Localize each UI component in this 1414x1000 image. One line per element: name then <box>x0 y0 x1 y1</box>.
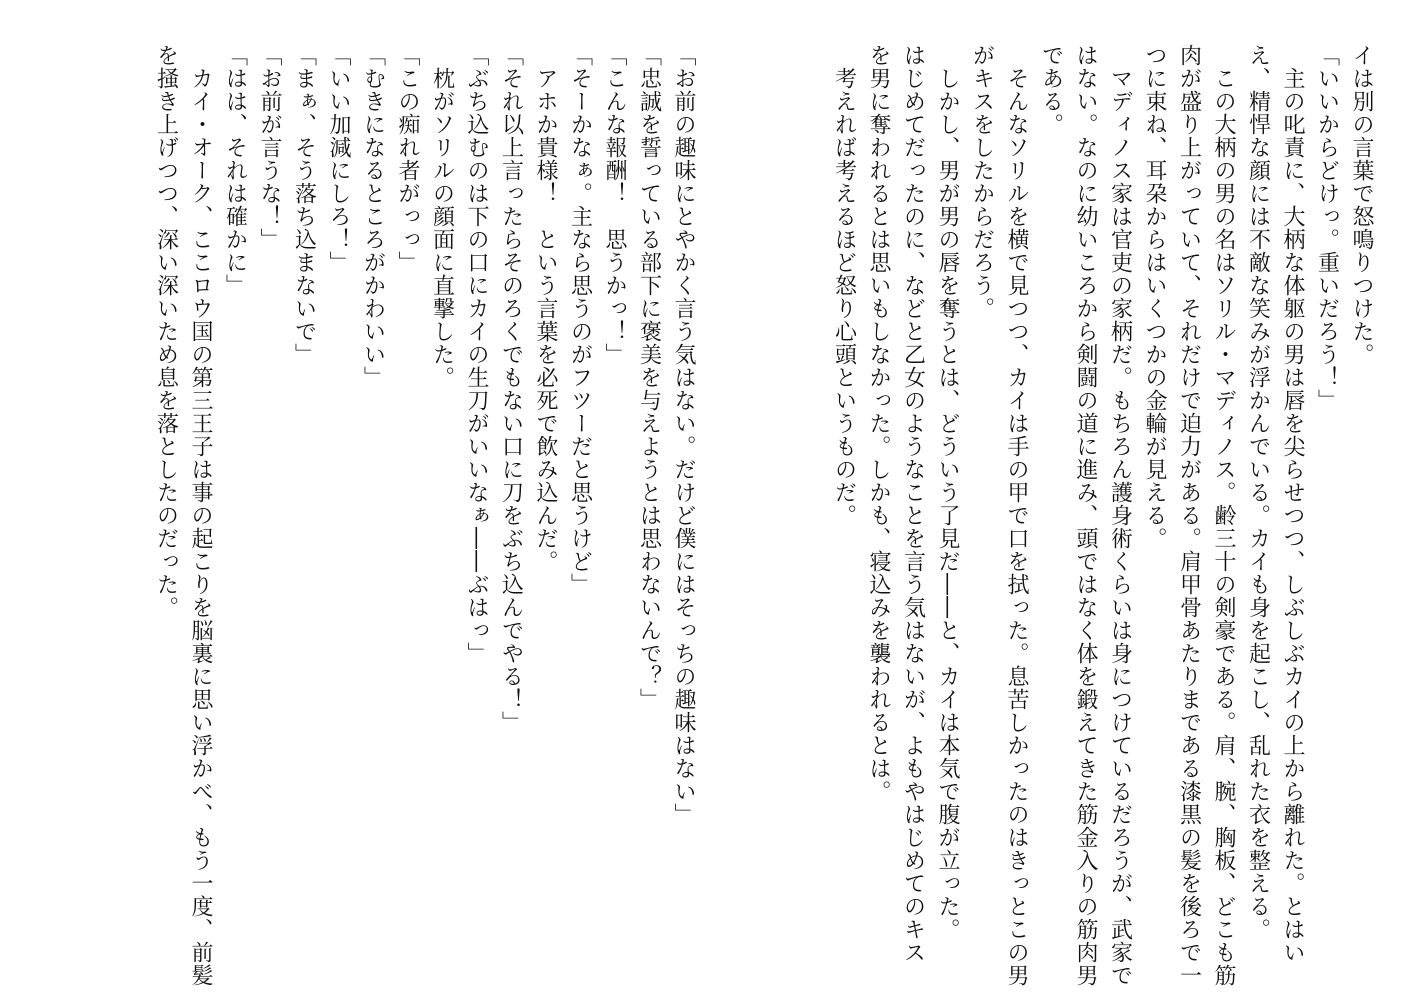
text-line: はじめてだったのに、などと乙女のようなことを言う気はないが、よもやはじめてのキス <box>900 44 926 964</box>
text-line: 「はは、それは確かに」 <box>222 44 248 297</box>
text-line: そんなソリルを横で見つつ、カイは手の甲で口を拭った。息苦しかったのはきっとこの男 <box>1004 44 1029 987</box>
text-line: カイ・オーク、ここロウ国の第三王子は事の起こりを脳裏に思い浮かべ、もう一度、前髪 <box>188 44 213 987</box>
text-line: 枕がソリルの顔面に直撃した。 <box>429 44 455 389</box>
text-line: イは別の言葉で怒鳴りつけた。 <box>1349 44 1374 366</box>
text-line: マディノス家は官吏の家柄だ。もちろん護身術くらいは身につけているだろうが、武家で <box>1107 44 1133 987</box>
text-line: つに束ね、耳朶からはいくつかの金輪が見える。 <box>1142 44 1167 550</box>
text-line: を男に奪われるとは思いもしなかった。しかも、寝込みを襲われるとは。 <box>866 44 891 803</box>
text-line: 「それ以上言ったらそのろくでもない口に刀をぶち込んでやる！」 <box>498 44 524 734</box>
text-line: を掻き上げつつ、深い深いため息を落としたのだった。 <box>153 44 179 619</box>
text-line: え、精悍な顔には不敵な笑みが浮かんでいる。カイも身を起こし、乱れた衣を整える。 <box>1245 44 1271 941</box>
text-line: 「ぶち込むのは下の口にカイの生刀がいいなぁ――ぶはっ」 <box>464 44 489 665</box>
text-line: 「忠誠を誓っている部下に褒美を与えようとは思わないんで？」 <box>636 44 662 711</box>
text-line: 肉が盛り上がっていて、それだけで迫力がある。肩甲骨あたりまである漆黒の髪を後ろで一 <box>1176 44 1202 987</box>
text-line: 「むきになるところがかわいい」 <box>360 44 386 389</box>
left-page-text <box>60 44 700 987</box>
text-line: 「この痴れ者がっっ」 <box>395 44 420 274</box>
right-page-text <box>738 44 1378 987</box>
text-line: 「お前が言うな！」 <box>257 44 282 251</box>
text-line: 「まぁ、そう落ち込まないで」 <box>291 44 317 366</box>
text-line: 主の叱責に、大柄な体躯の男は唇を尖らせつつ、しぶしぶカイの上から離れた。とはい <box>1280 44 1305 964</box>
text-line: 「いいからどけっ。重いだろう！」 <box>1314 44 1340 412</box>
text-line: はない。なのに幼いころから剣闘の道に進み、頭ではなく体を鍛えてきた筋金入りの筋肉男 <box>1073 44 1098 987</box>
text-line: 「そーかなぁ。主なら思うのがフツーだと思うけど」 <box>567 44 593 596</box>
text-line: この大柄の男の名はソリル・マディノス。齢三十の剣豪である。肩、腕、胸板、どこも筋 <box>1211 44 1236 987</box>
text-line: 考えれば考えるほど怒り心頭というものだ。 <box>831 44 857 527</box>
text-line: 「いい加減にしろ！」 <box>326 44 351 274</box>
text-line: アホか貴様！ という言葉を必死で飲み込んだ。 <box>533 44 558 573</box>
text-line: 「こんな報酬！ 思うかっ！」 <box>602 44 627 366</box>
text-line: 「お前の趣味にとやかく言う気はない。だけど僕にはそっちの趣味はない」 <box>671 44 696 826</box>
text-line: しかし、男が男の唇を奪うとは、どういう了見だ――と、カイは本気で腹が立った。 <box>935 44 960 941</box>
text-line: である。 <box>1038 44 1064 136</box>
text-line: がキスをしたからだろう。 <box>969 44 995 320</box>
